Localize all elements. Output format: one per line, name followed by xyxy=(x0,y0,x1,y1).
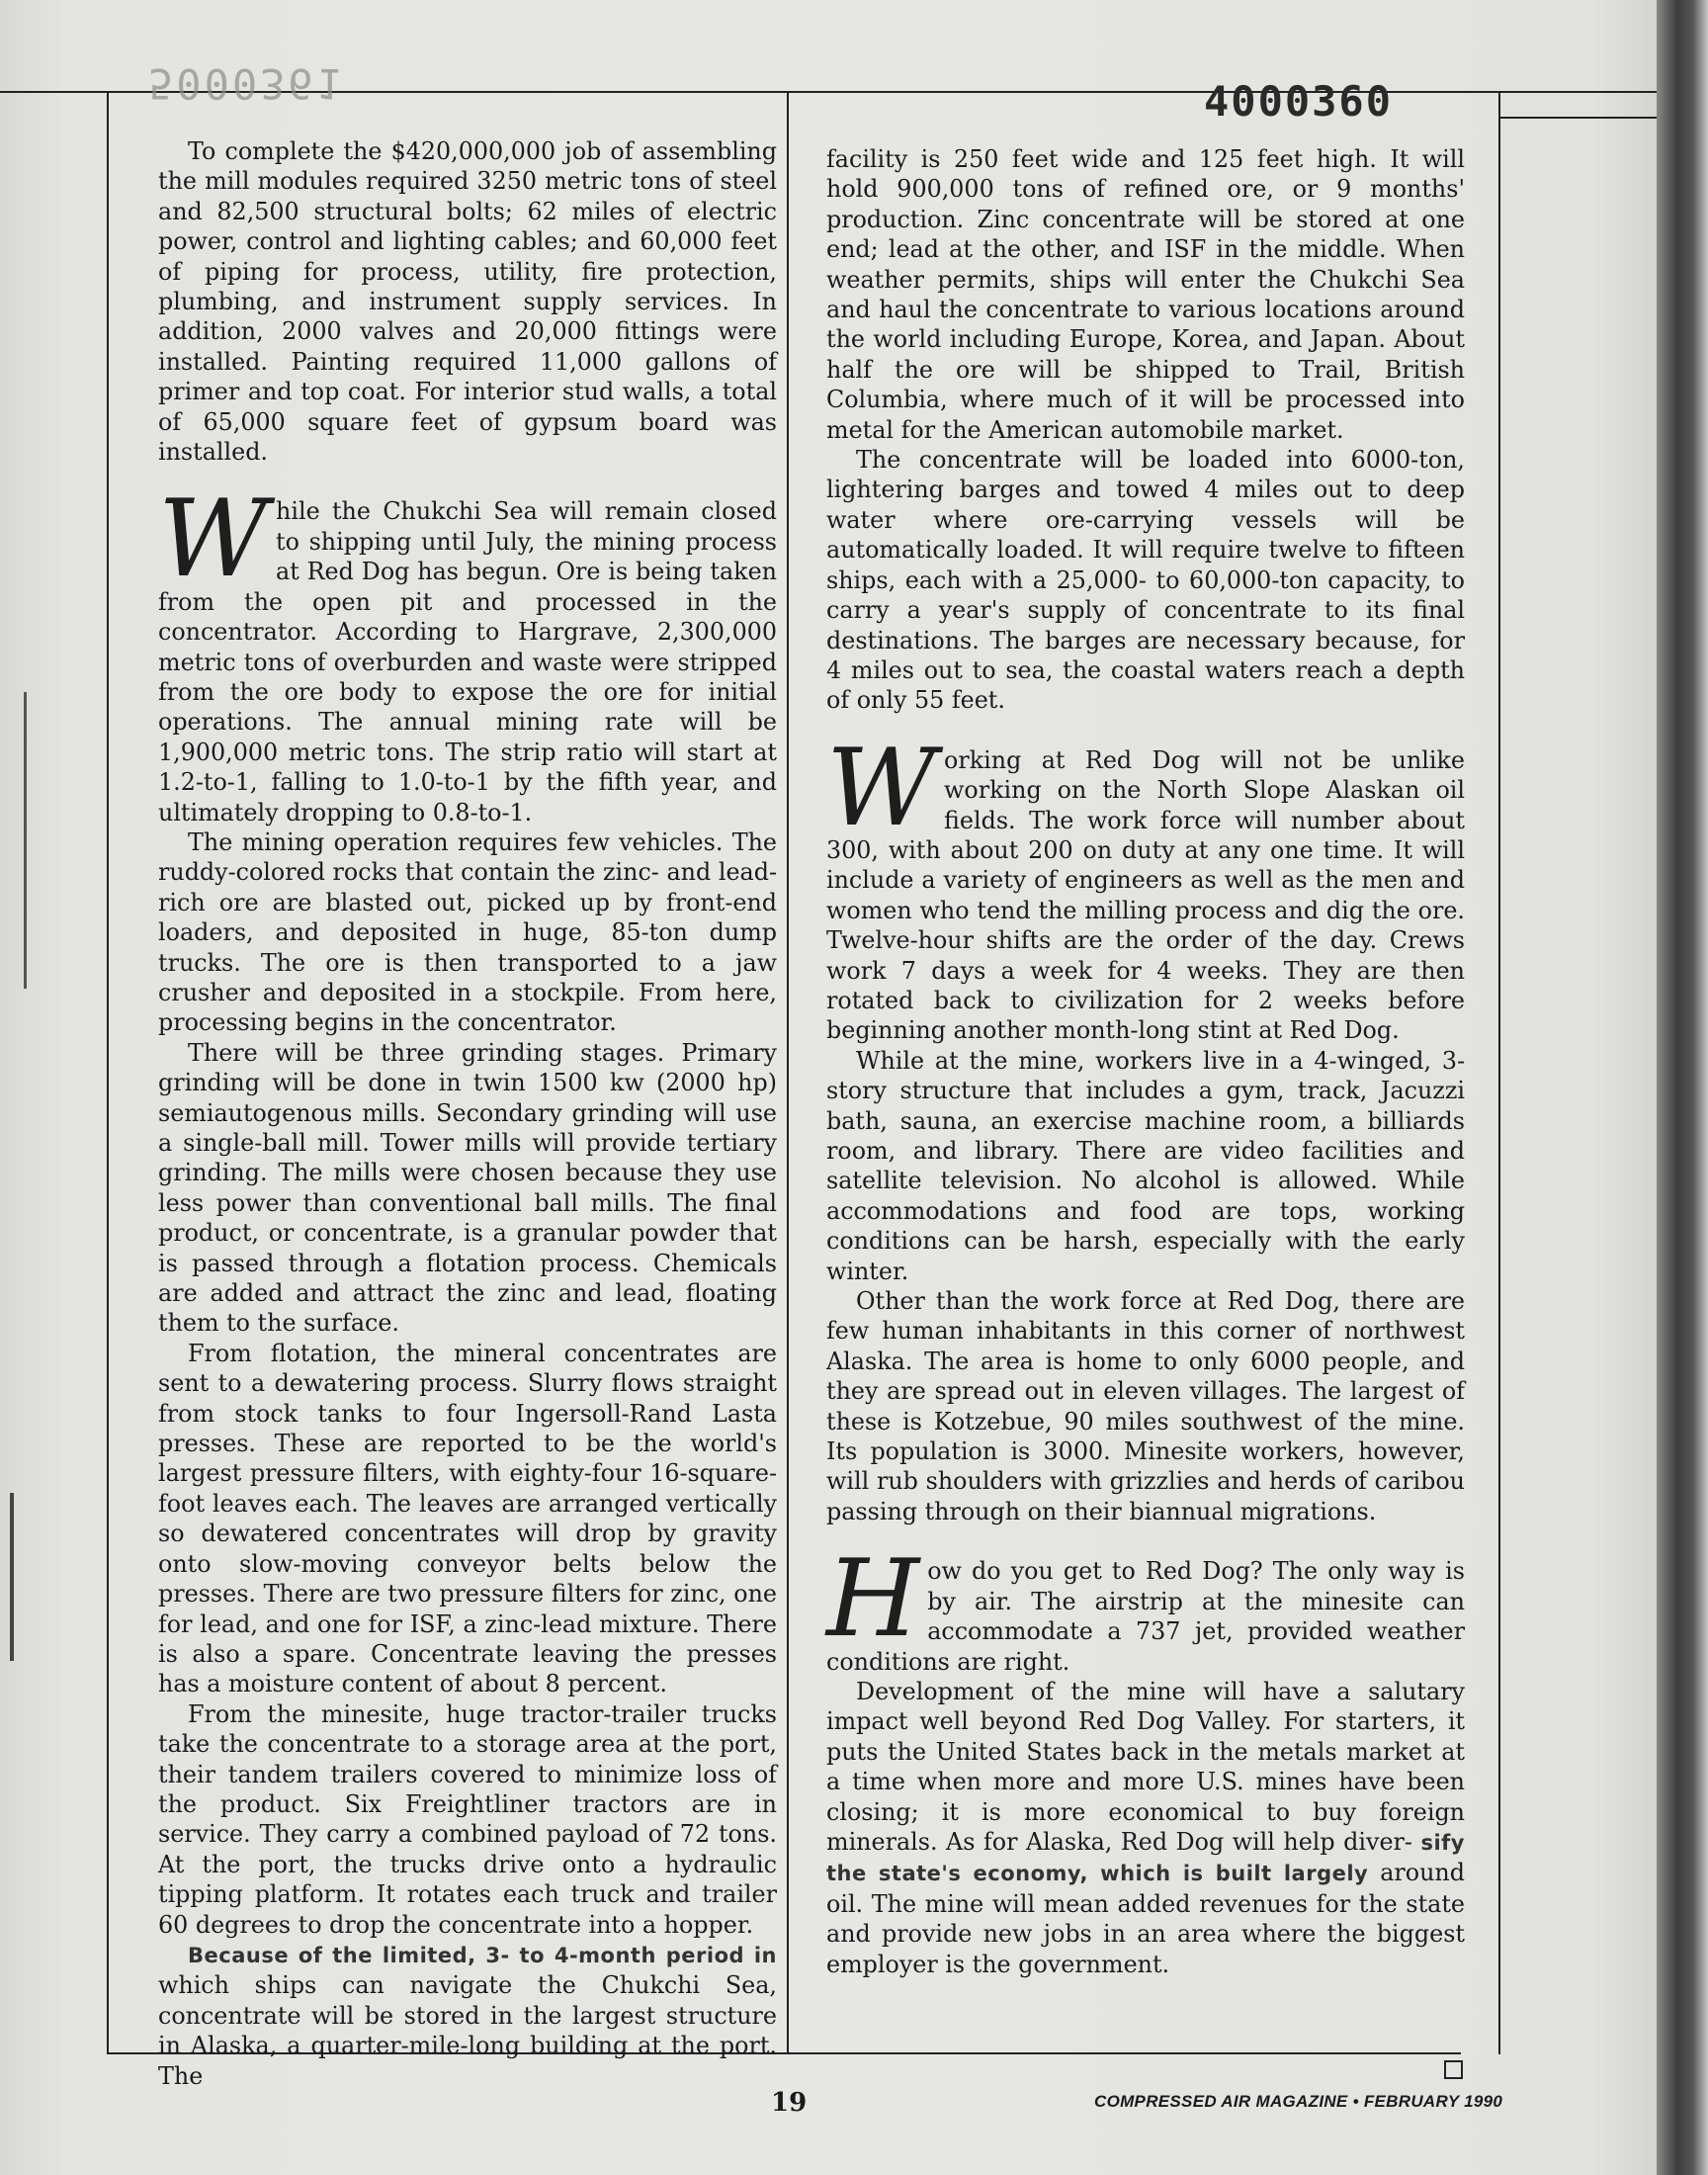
left-frame-line xyxy=(107,91,109,2054)
right-frame-line xyxy=(1498,91,1500,2054)
column-divider xyxy=(787,91,789,2054)
stamp-right: 4000360 xyxy=(1204,77,1394,126)
paragraph: From flotation, the mineral concentrates are sent to a dewatering process. Slurry flows straight from stock tanks to four Ingersoll-Rand Lasta presses. These are reported to be the world's largest pressure filters, with eighty-four 16-square-foot leaves each. The leaves are arranged vertically so dewatered concentrates will drop by gravity onto slow-moving conveyor belts below the presses. There are two pressure filters for zinc, one for lead, and one for ISF, a zinc-lead mixture. There is also a spare. Concentrate leaving the presses has a moisture content of about 8 percent. xyxy=(158,1339,777,1698)
bold-text: Because of the limited, 3- to 4-month period in xyxy=(188,1943,777,1967)
paragraph: facility is 250 feet wide and 125 feet high. It will hold 900,000 tons of refined ore, or 9 months' production. Zinc concentrate will be stored at one end; lead at the other, and ISF in the middle. When weather permits, ships will enter the Chukchi Sea and haul the concentrate to various locations around the world including Europe, Korea, and Japan. About half the ore will be shipped to Trail, British Columbia, where much of it will be processed into metal for the American automobile market. xyxy=(826,145,1465,444)
drop-cap: H xyxy=(826,1537,920,1662)
paragraph: There will be three grinding stages. Primary grinding will be done in twin 1500 kw (2000 hp) semiautogenous mills. Secondary grinding will use a single-ball mill. Tower mills will provide tertiary grinding. The mills were chosen because they use less power than conventional ball mills. The final product, or concentrate, is a granular powder that is passed through a flotation process. Chemicals are added and attract the zinc and lead, floating them to the surface. xyxy=(158,1038,777,1338)
stamp-left: 5000361 xyxy=(148,59,345,108)
end-of-article-mark xyxy=(1444,2060,1463,2079)
paragraph: Other than the work force at Red Dog, there are few human inhabitants in this corner of northwest Alaska. The area is home to only 6000 people, and they are spread out in eleven villages. The largest of these is Kotzebue, 90 miles southwest of the mine. Its population is 3000. Minesite workers, however, will rub shoulders with grizzlies and herds of caribou passing through on their biannual migrations. xyxy=(826,1287,1465,1525)
paragraph-dropcap xyxy=(158,478,777,826)
paragraph-text: hile the Chukchi Sea will remain closed to shipping until July, the mining process at Red Dog has begun. Ore is being taken from the open pit and processed in the concentrator. According to Hargrave, 2,300,000 metric tons of overburden and waste were stripped from the ore body to expose the ore for initial operations. The annual mining rate will be 1,900,000 metric tons. The strip ratio will start at 1.2-to-1, falling to 1.0-to-1 by the fifth year, and ultimately dropping to 0.8-to-1. xyxy=(158,497,777,826)
paragraph: The mining operation requires few vehicles. The ruddy-colored rocks that contain the zinc- and lead-rich ore are blasted out, picked up by front-end loaders, and deposited in huge, 85-ton dump trucks. The ore is then transported to a jaw crusher and deposited in a stockpile. From here, processing begins in the concentrator. xyxy=(158,827,777,1037)
top-rule-right xyxy=(1498,117,1657,119)
paragraph-text: Development of the mine will have a salutary impact well beyond Red Dog Valley. For starters, it puts the United States back in the metals market at a time when more and more U.S. mines have been closing; it is more economical to buy foreign minerals. As for Alaska, Red Dog will help diver- xyxy=(826,1677,1465,1856)
drop-cap: W xyxy=(158,478,269,602)
bold-text: sify the state's economy, which is built largely xyxy=(826,1830,1465,1886)
paragraph-dropcap xyxy=(826,1537,1465,1677)
paragraph-text: ow do you get to Red Dog? The only way is by air. The airstrip at the minesite can accommodate a 737 jet, provided weather conditions are right. xyxy=(826,1557,1465,1676)
left-column xyxy=(158,136,777,2091)
scan-edge-shadow xyxy=(1657,0,1708,2175)
paragraph xyxy=(158,1940,777,2091)
margin-mark-2 xyxy=(10,1493,14,1661)
margin-mark-1 xyxy=(24,692,27,989)
drop-cap: W xyxy=(826,726,937,850)
page-number: 19 xyxy=(771,2088,808,2118)
paragraph-dropcap xyxy=(826,726,1465,1046)
right-column xyxy=(826,144,1465,1979)
paragraph xyxy=(826,1677,1465,1979)
paragraph-text: which ships can navigate the Chukchi Sea, concentrate will be stored in the largest structure in Alaska, a quarter-mile-long building at the port. The xyxy=(158,1971,777,2090)
paragraph-text: around oil. The mine will mean added revenues for the state and provide new jobs in an area where the biggest employer is the government. xyxy=(826,1859,1465,1978)
paragraph: While at the mine, workers live in a 4-winged, 3-story structure that includes a gym, track, Jacuzzi bath, sauna, an exercise machine room, a billiards room, and library. There are video facilities and satellite television. No alcohol is allowed. While accommodations and food are tops, working conditions can be harsh, especially with the early winter. xyxy=(826,1046,1465,1285)
paragraph: The concentrate will be loaded into 6000-ton, lightering barges and towed 4 miles out to deep water where ore-carrying vessels will be automatically loaded. It will require twelve to fifteen ships, each with a 25,000- to 60,000-ton capacity, to carry a year's supply of concentrate to its final destinations. The barges are necessary because, for 4 miles out to sea, the coastal waters reach a depth of only 55 feet. xyxy=(826,446,1465,715)
paragraph: From the minesite, huge tractor-trailer trucks take the concentrate to a storage area at the port, their tandem trailers covered to minimize loss of the product. Six Freightliner tractors are in service. They carry a combined payload of 72 tons. At the port, the trucks drive onto a hydraulic tipping platform. It rotates each truck and trailer 60 degrees to drop the concentrate into a hopper. xyxy=(158,1699,777,1939)
magazine-credit: COMPRESSED AIR MAGAZINE • FEBRUARY 1990 xyxy=(1094,2092,1503,2111)
paragraph: To complete the $420,000,000 job of assembling the mill modules required 3250 metric tons of steel and 82,500 structural bolts; 62 miles of electric power, control and lighting cables; and 60,000 feet of piping for process, utility, fire protection, plumbing, and instrument supply services. In addition, 2000 valves and 20,000 fittings were installed. Painting required 11,000 gallons of primer and top coat. For interior stud walls, a total of 65,000 square feet of gypsum board was installed. xyxy=(158,137,777,467)
paragraph-text: orking at Red Dog will not be unlike working on the North Slope Alaskan oil fields. The work force will number about 300, with about 200 on duty at any one time. It will include a variety of engineers as well as the men and women who tend the milling process and dig the ore. Twelve-hour shifts are the order of the day. Crews work 7 days a week for 4 weeks. They are then rotated back to civilization for 2 weeks before beginning another month-long stint at Red Dog. xyxy=(826,745,1465,1045)
